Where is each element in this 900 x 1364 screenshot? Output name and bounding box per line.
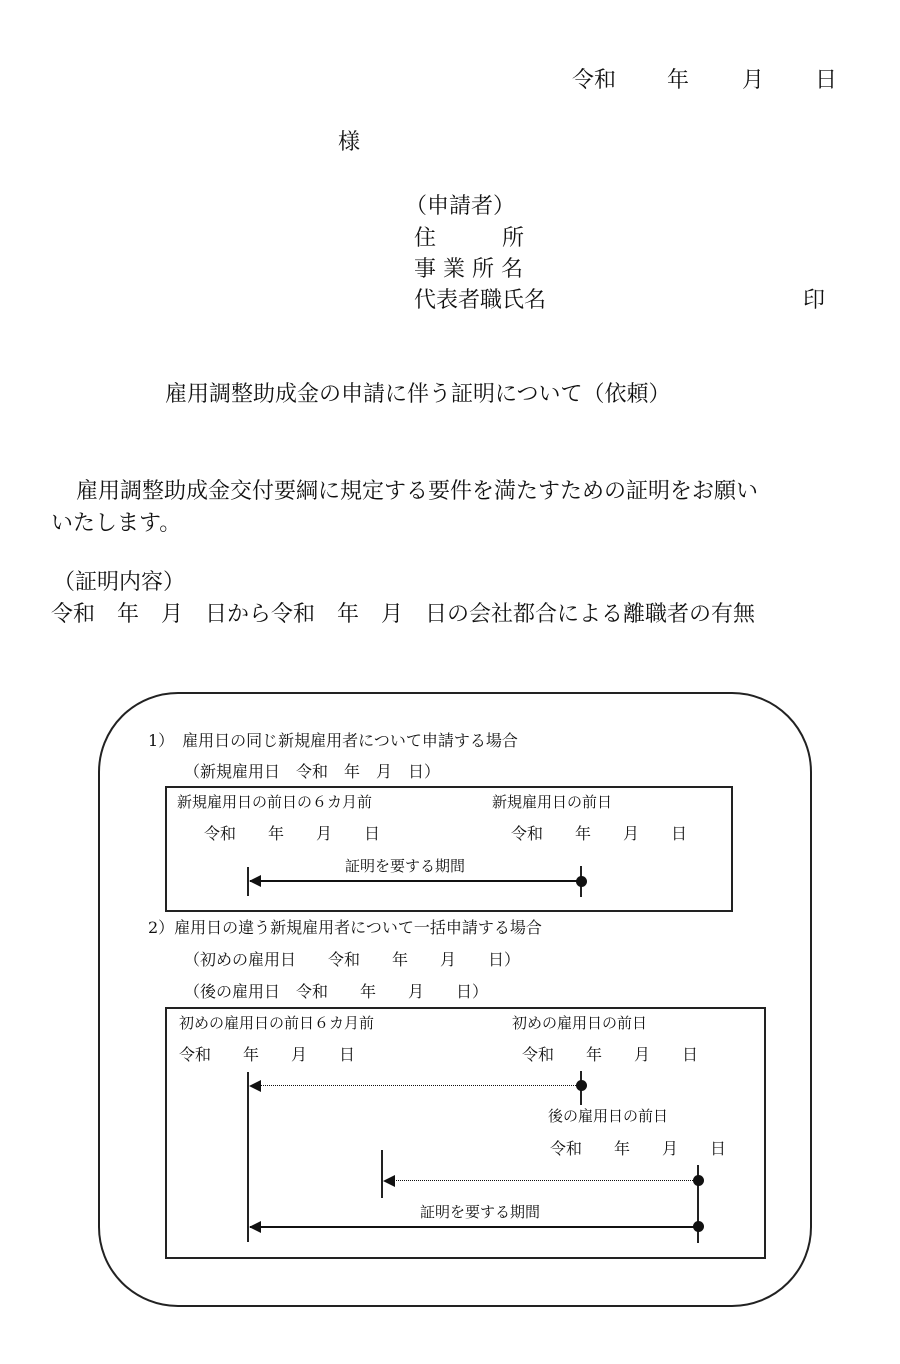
- addressee-suffix: 様: [338, 130, 361, 155]
- case1-arrowhead: [249, 875, 261, 887]
- case2-first-period-line: [255, 1085, 582, 1086]
- case2-end-dot: [693, 1221, 704, 1232]
- case1-start-date: 令和 年 月 日: [204, 824, 381, 843]
- case2-first-hire: （初めの雇用日 令和 年 月 日）: [184, 950, 521, 969]
- content-line: 令和 年 月 日から令和 年 月 日の会社都合による離職者の有無: [51, 602, 756, 627]
- case2-first-prev-dot: [576, 1080, 587, 1091]
- case1-start-label: 新規雇用日の前日の６カ月前: [177, 793, 373, 811]
- applicant-label: （申請者）: [405, 194, 516, 219]
- case2-last-arrowhead: [383, 1175, 395, 1187]
- case2-period-label: 証明を要する期間: [420, 1203, 541, 1221]
- case2-start-date: 令和 年 月 日: [179, 1045, 356, 1064]
- representative-label: 代表者職氏名: [414, 288, 547, 313]
- address-label: 住 所: [414, 226, 525, 251]
- case2-last-prev-dot: [693, 1175, 704, 1186]
- case2-first-arrowhead: [249, 1080, 261, 1092]
- case2-period-arrowhead: [249, 1221, 261, 1233]
- body-line-2: いたします。: [51, 511, 182, 536]
- case2-first-prev-date: 令和 年 月 日: [522, 1045, 699, 1064]
- case1-period-line: [250, 880, 582, 882]
- content-label: （証明内容）: [53, 570, 186, 595]
- date-era: 令和: [572, 68, 617, 93]
- office-name-label: 事 業 所 名: [414, 257, 523, 282]
- document-title: 雇用調整助成金の申請に伴う証明について（依頼）: [165, 382, 671, 407]
- case2-last-hire: （後の雇用日 令和 年 月 日）: [184, 982, 489, 1001]
- body-line-1: 雇用調整助成金交付要綱に規定する要件を満たすための証明をお願い: [76, 479, 759, 504]
- case2-last-prev-label: 後の雇用日の前日: [548, 1107, 669, 1125]
- case1-heading: 1） 雇用日の同じ新規雇用者について申請する場合: [148, 731, 518, 750]
- case2-mid-tick: [381, 1150, 383, 1198]
- case2-last-period-line: [389, 1180, 699, 1181]
- date-month: 月: [742, 68, 765, 93]
- date-day: 日: [815, 68, 838, 93]
- case2-period-line: [250, 1226, 698, 1228]
- case1-end-dot: [576, 876, 587, 887]
- case1-hire-date: （新規雇用日 令和 年 月 日）: [184, 762, 441, 781]
- case2-start-tick: [247, 1072, 249, 1242]
- case2-heading: 2）雇用日の違う新規雇用者について一括申請する場合: [148, 918, 542, 937]
- case1-end-date: 令和 年 月 日: [511, 824, 688, 843]
- seal-mark: 印: [803, 288, 826, 313]
- case2-first-prev-label: 初めの雇用日の前日: [512, 1014, 648, 1032]
- case1-period-label: 証明を要する期間: [345, 857, 466, 875]
- case1-end-label: 新規雇用日の前日: [492, 793, 613, 811]
- case2-last-prev-date: 令和 年 月 日: [550, 1139, 727, 1158]
- case2-start-label: 初めの雇用日の前日６カ月前: [179, 1014, 375, 1032]
- date-year: 年: [667, 68, 690, 93]
